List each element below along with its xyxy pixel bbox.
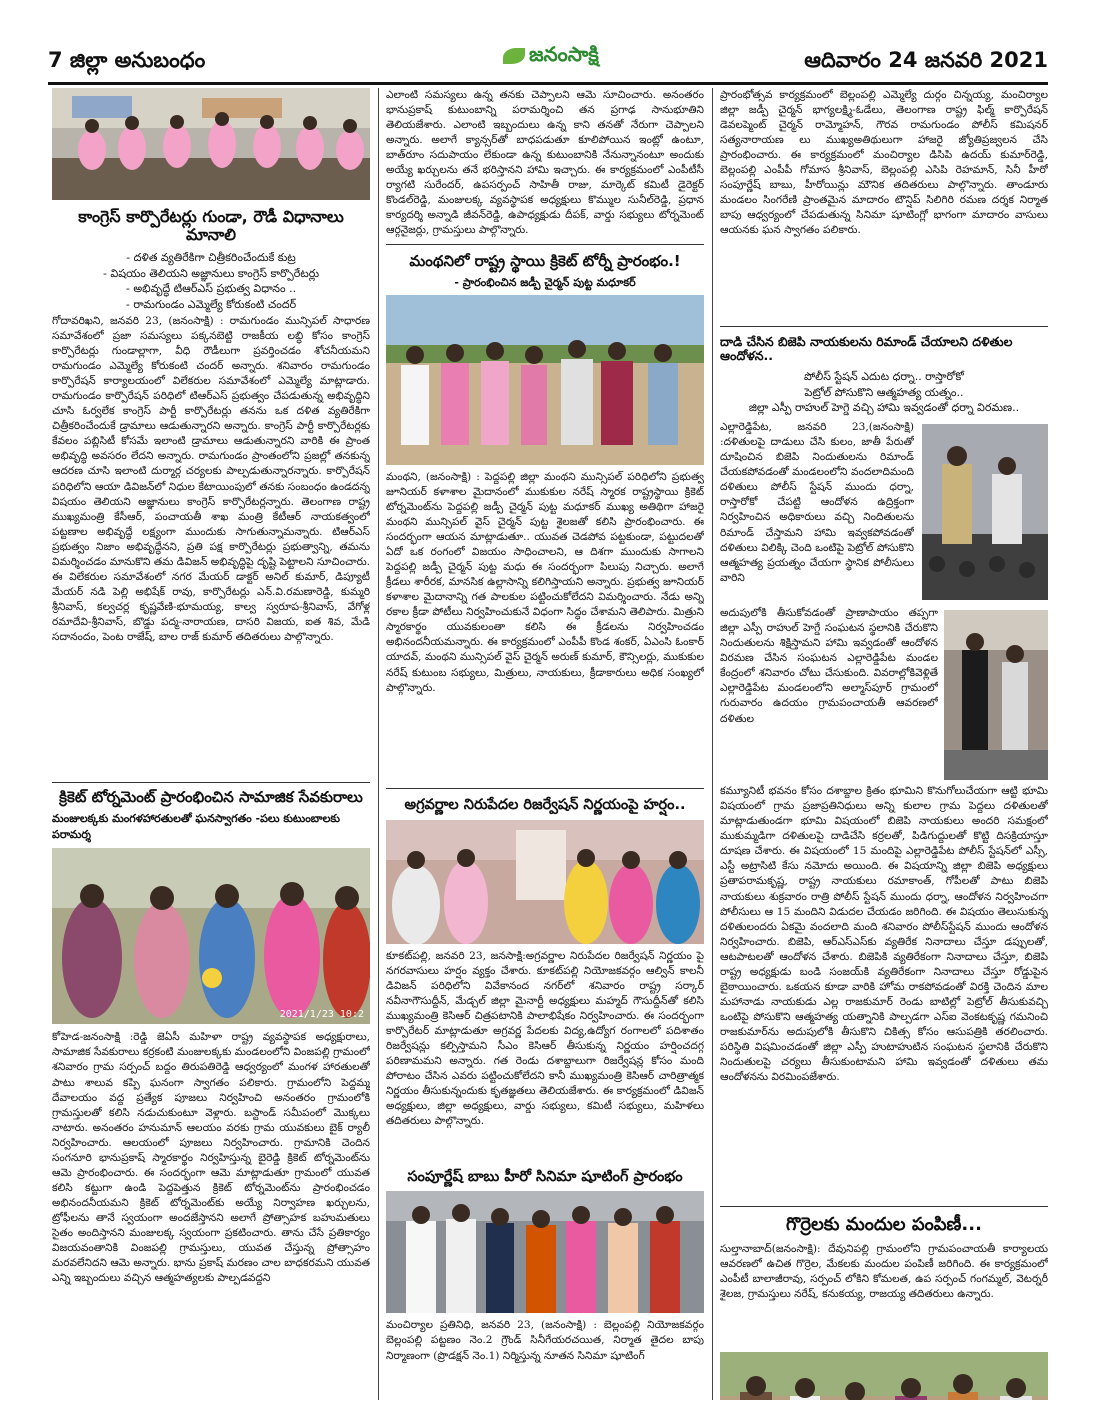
wrap-block-1 [720,420,1048,606]
article-body-sheep: సుల్తానాబాద్(జనంసాక్షి): దేవునిపల్లి గ్రామంలోని గ్రామపంచాయతీ కార్యాలయ ఆవరణలో ఉచిత గొర్రెల, మేకలకు మందుల పంపిణీ జరిగింది. ఈ కార్యక్రమంలో ఎంపీటీ బాలాజీరావు, సర్పంచ్ లోకిని కోమలత, ఉప సర్పంచ్ గంగమ్మల్, వెటర్నరీ శైలజ, గ్రామస్తులు నరేష్, కనుకయ్య, రాజయ్య తదితరులు ఉన్నారు. [720,1242,1048,1301]
subhead-dalit-3: జిల్లా ఎస్పీ రాహుల్ హెగ్డె వచ్చి హామి ఇవ్వడంతో ధర్నా విరమణ.. [748,401,1020,415]
wrap-block-2 [720,606,1048,784]
article-body-film: మంచిర్యాల ప్రతినిధి, జనవరి 23, (జనంసాక్షి) : బెల్లంపల్లి నియోజకవర్గం బెల్లంపల్లి పట్టణం నెం.2 గ్రౌండ్ సినీగేయరచయిత, నిర్మాత తైదల బాపు నిర్మాణంగా (ప్రొడక్షన్ నెం.1) నిర్మిస్తున్న నూతన సినిమా షూటింగ్ [386,1319,704,1362]
news-photo-police-protest [922,424,1048,600]
logo-text: జనంసాక్షి [529,42,599,66]
section-title: 7 జిల్లా అనుబంధం [48,48,206,72]
news-photo-palabhishekam [386,820,704,944]
article-body-dalit-b: అదుపులోకి తీసుకోవడంతో ప్రాణాపాయం తప్పగా జిల్లా ఎస్పీ రాహుల్ హెగ్డే సంఘటన స్థలానికి చేరుకొని నిందుతులను శిక్షిస్తామని హామి ఇవ్వడంతో ఆందోళన విరమణ చేసిన సంఘటన ఎల్లారెడ్డిపేట మండల కేంద్రంలో శనివారం చోటు చేసుకుంది. వివరాల్లోకివెళ్లితే ఎల్లారెడ్డిపేట మండలంలోని అల్మాస్‌పూర్ గ్రామంలో గురువారం ఉదయం గ్రామపంచాయతీ ఆవరణలో దళితుల [720,607,938,725]
divider [720,326,1048,327]
headline-cricket-tournament-social-worker: క్రికెట్ టోర్నమెంట్ ప్రారంభించిన సామాజిక సేవకురాలు [59,788,363,807]
divider [386,788,704,789]
article-body-dalit-c: కమ్యూనిటీ భవనం కోసం దశాబ్దాల క్రితం భూమిని కొనుగోలుచేయగా ఆట్టి భూమి విషయంలో గ్రామ ప్రజాప్రతినిధులు అన్ని కులాల గ్రామ పెద్దలు దళితులతో మాట్లాడుతుండగా భూమి విషయంలో బిజెపి నాయకులు అందరి సమక్షంలో ముకుమ్మడిగా దళితులపై దాడిచేసి కర్రలతో, పిడిగుద్దులతో కొట్టి దిసక్రియాస్తూ దూషణ చేశారు. ఈ విషయంలో 15 మందిపై ఎల్లారెడ్డిపేట పోలీస్ స్టేషన్‌లో ఎస్సీ, ఎస్టీ అట్రాసిటి కేసు నమోదు అయింది. ఈ విషయాన్ని జిల్లా బిజెపి అధ్యక్షులు ప్రతాపరామకృష్ణ, రాష్ట్ర నాయకులు రమాకాంత్, గోపీలతో పాటు బిజెపి నాయకులు శుక్రవారం రాత్రి పోలీస్ స్టేషన్ ముందు ధర్నా, ఆందోళన నిర్వహించగా పోలీసులు ఆ 15 మందిని విడుదల చేయడం జరిగింది. ఈ విషయం తెలుసుకున్న దళితులందరు ఏకమై వందలాది మంది శనివారం పోలీస్‌స్టేషన్ ముందు ఆందోళన నిర్వహించారు. బిజెపి, ఆర్‌ఎస్‌ఎస్‌కు వ్యతిరేక నినాదాలు చేస్తూ డప్పులతో, ఆటపాటలతో ఆందోళన చేశారు. బిజెపికి వ్యతిరేకంగా నినాదాలు చేస్తూ, బిజెపి రాష్ట్ర అధ్యక్షుడు బండి సంజయ్‌కి వ్యతిరేకంగా నినాదాలు చేస్తూ రోడ్డుపైన బైఠాయించారు. ఒకయన కూడా వారికి హోమ రాకపోవడంతో విరక్తి చెందిన మాల మహానాడు నాయకుడు ఎల్ల రాజకుమార్ రెండు బాటిల్లో పెట్రోల్ తీసుకువచ్చి ఒంటిపై పోసుకొని ఆత్మహత్య యత్నానికి పాల్పడగా ఎస్ఐ వెంకటకృష్ణ గమనించి రాజకుమార్‌ను అదుపులోకి తీసుకొని చికిత్స కోసం ఆసుపత్రికి తరలించారు. పరిస్థితి విషమించడంతో జిల్లా ఎస్పీ హుటాహుటిన సంఘటన స్థలానికి చేరుకొని నిందుతులపై చర్యలు తీసుకుంటామని హామి ఇవ్వడంతో దళితులు తమ ఆందోళనను విరమింపజేశారు. [720,785,1048,1083]
subhead-manthani: - ప్రారంభించిన జడ్పీ చైర్మన్ పుట్ట మధూకర్ [454,276,636,290]
leaf-logo-icon [503,48,525,64]
news-photo-sheep-medicine [720,1352,1048,1400]
divider [386,244,704,245]
headline-sheep-medicine: గొర్రెలకు మందుల పంపిణీ... [786,1214,982,1236]
masthead [48,40,1048,85]
column-rule [378,88,379,1400]
column-3 [720,88,1048,1400]
photo-timestamp: 2021/1/23 10:2 [279,1009,364,1021]
headline-congress-corporators: కాంగ్రెస్ కార్పొరేటర్లు గుండా, రౌడీ విధానాలు మానాలి [78,207,344,245]
article-body-reservation: కూకట్‌పల్లి, జనవరి 23, జనసాక్షి:అగ్రవర్ణాల నిరుపేదల రిజర్వేషన్ నిర్ణయం పై నగరవాసులు హర్షం వ్యక్తం చేశారు. కూకట్‌పల్లి నియోజకవర్గం ఆల్విన్ కాలనీ డివిజన్ పరిధిలోని వివేకానంద నగర్‌లో శనివారం రాష్ట్ర సర్కార్ నవీనాగౌసుద్దీన్, మేడ్చల్ జిల్లా మైనార్టీ అధ్యక్షులు మహ్మద్ గౌసుద్దీన్‌తో కలిసి ముఖ్యమంత్రి కెసిఆర్ చిత్రపటానికి పాలాభిషేకం నిర్వహించారు. ఈ సందర్భంగా కార్పొరేటర్ మాట్లాడుతూ అగ్రవర్ణ పేదలకు విద్య,ఉద్యోగ రంగాలలో పదిశాతం రిజర్వేషన్లు కల్పిస్తామని సీఎం కెసిఆర్ తీసుకున్న నిర్ణయం హర్షించదగ్గ పరిణామమని అన్నారు. గత రెండు దశాబ్దాలుగా రిజర్వేషన్ల కోసం మంది పోరాటం చేసిన ఎవరు పట్టించుకోలేదని కానీ ముఖ్యమంత్రి కెసిఆర్ చారిత్రాత్మక నిర్ణయం తీసుకున్నందుకు కృతజ్ఞతలు తెలియజేశారు. ఈ కార్యక్రమంలో డివిజన్ అధ్యక్షులు, జిల్లా అధ్యక్షులు, వార్డు సభ్యులు, కమిటీ సభ్యులు, మహిళలు తదితరులు పాల్గొన్నారు. [386,949,704,1128]
news-photo-welcome [52,848,370,1024]
subhead-4: - రామగుండం ఎమ్మెల్యే కోరుకంటి చందర్ [125,298,297,312]
divider [52,782,370,783]
article-body-film-continued: ప్రారంభోత్సవ కార్యక్రమంలో బెల్లంపల్లి ఎమ్మెల్యే దుర్గం చిన్నయ్య, మంచిర్యాల జిల్లా జడ్పీ చైర్మన్ భాగ్యలక్ష్మి-ఓడేలు, తెలంగాణ రాష్ట్ర ఫిల్మ్ కార్పొరేషన్ డెవలప్మెంట్ చైర్మన్ రామ్మోహన్, గౌరవ రామగుండం పోలీస్ కమిషనర్ సత్యనారాయణ లు ముఖ్యఅతిథులుగా హాజరై జ్యోతిప్రజ్వలన చేసి ప్రారంభించారు. ఈ కార్యక్రమంలో మంచిర్యాల డిసిపి ఉదయ్ కుమార్‌రెడ్డి, బెల్లంపల్లి ఎంపీపీ గోమాస శ్రీనివాస్, బెల్లంపల్లి ఎసిపి రెహమాన్, సినీ హీరో సంపూర్ణేష్ బాబు, హీరోయిన్లు మౌనిక తదితరులు పాల్గొన్నారు. తాండూరు మండలం సింగరేణి ప్రాంతమైన మాదారం టౌన్షిప్ సిలిగిరి రమణ దర్శక నిర్మాత బాపు ఆధ్వర్యంలో చేపడుతున్న సినిమా షూటింగ్లో భాగంగా మాదారం వాసులు ఆయనకు ఘన స్వాగతం పలికారు. [720,89,1048,237]
headline-manthani-cricket: మంథనిలో రాష్ట్ర స్థాయి క్రికెట్ టోర్నీ ప్రారంభం.! [409,252,681,270]
article-body-manthani: మంథని, (జనంసాక్షి) : పెద్దపల్లి జిల్లా మంథని మున్సిపల్ పరిధిలోని ప్రభుత్వ జూనియర్ కళాశాల మైదానంలో ముకుకుల నరేష్ స్మారక రాష్ట్రస్థాయి క్రికెట్ టోర్నమెంట్‌ను పెద్దపల్లి జడ్పీ చైర్మన్ పుట్ట మధూకర్ ముఖ్య అతిథిగా హాజరై మంథని మున్సిపల్ వైస్ చైర్మన్ పుట్ట శైలజతో కలిసి ప్రారంభించారు. ఈ సందర్భంగా ఆయన మాట్లాడుతూ.. యువత చెడపోవ పట్టకుండా, పట్టుదలతో ఏదో ఒక రంగంలో విజయం సాధించాలని, ఆ దిశగా ముందుకు సాగాలని పెద్దపల్లి జడ్పీ చైర్మన్ పుట్ట మధు ఈ సందర్భంగా పిలుపు నిచ్చారు. అలాగే క్రీడలు శారీరక, మానసిక ఉల్లాసాన్ని కలిగిస్తాయని అన్నారు. ప్రభుత్వ జూనియర్ కళాశాల మైదానాన్ని గత పాలకుల పట్టించుకోలేదని విమర్శించారు. నేడు అన్ని రకాల క్రీడా పోటీలు నిర్వహించుకునే విధంగా సిద్ధం చేశామని తెలిపారు. మిత్రుని స్మారకార్థం యువకులంతా కలిసి ఈ క్రీడలను నిర్వహించడం అభినందనీయమన్నారు. ఈ కార్యక్రమంలో ఎంపీపీ కొండ శంకర్, ఏఎంసి ఓంకార్ యాదవ్, మంథని మున్సిపల్ వైస్ చైర్మన్ అరుణ్ కుమార్, కౌన్సిలర్లు, ముకుకుల నరేష్ కుటుంబ సభ్యులు, మిత్రులు, నాయకులు, క్రీడాకారులు అధిక సంఖ్యలో పాల్గొన్నారు. [386,471,704,694]
news-photo-petrol-attempt [944,610,1048,780]
headline-film-shooting: సంపూర్ణేష్ బాబు హీరో సినిమా షూటింగ్ ప్రారంభం [407,1168,683,1185]
news-photo-cricket-opening [386,295,704,465]
headline-dalit-protest: దాడి చేసిన బిజెపి నాయకులను రిమాండ్ చేయాలని దళితుల ఆందోళన.. [720,334,1013,364]
article-body-continued: ఎలాంటి సమస్యలు ఉన్న తనకు చెప్పాలని ఆమె సూచించారు. అనంతరం భానుప్రకాష్ కుటుంబాన్ని పరామర్శించి తన ప్రగాఢ సానుభూతిని తెలియజేశారు. ఎలాంటి ఇబ్బందులు ఉన్న కాని తనతో నేరుగా చెప్పాలని అన్నారు. అలాగే క్యాన్సర్‌తో బాధపడుతూ కూలిపోయిన ఇంట్లో ఉంటూ, బాత్‌రూం సదుపాయం లేకుండా ఉన్న కుటుంబానికి నేనున్నానంటూ అందుకు అయ్యే ఖర్చులను తనే భరిస్తానని హామి ఇచ్చారు. ఈ కార్యక్రమంలో ఎంపీటీసీ ర్యాగటి సురేందర్, ఉపసర్పంచ్ సాహితీ రాజు, మార్కెట్ కమిటీ డైరెక్టర్ కొండల్‌రెడ్డి, మంజులక్క వ్యవస్థాపక అధ్యక్షులు కొమ్ముల సునీల్‌రెడ్డి, ప్రధాన కార్యదర్శి అన్నాడి జీవన్‌రెడ్డి, ఉపాధ్యక్షుడు దీపక్, వార్డు సభ్యులు టోర్నమెంట్ ఆర్గనైజర్లు, గ్రామస్తులు పాల్గొన్నారు. [386,89,704,237]
article-body-social-worker: కోహెడ-జనంసాక్షి :రెడ్డి జెఏసీ మహిళా రాష్ట్ర వ్యవస్థాపక అధ్యక్షురాలు, సామాజిక సేవకురాలు కర్రకంటి మంజులక్కకు మండలంలోని వింజపల్లి గ్రామంలో శనివారం గ్రామ సర్పంచ్ బద్దం తిరుపతిరెడ్డి ఆధ్వర్యంలో మంగళ హారతులతో పాటు శాలువ కప్పి ఘనంగా స్వాగతం పలికారు. గ్రామంలోని పెద్దమ్మ దేవాలయం వద్ద ప్రత్యేక పూజలు నిర్వహించి అనంతరం గ్రామంలోకి గ్రామస్తులతో కలిసి నడుచుకుంటూ వెళ్లారు. బస్టాండ్ సమీపంలో మొక్కలు నాటారు. అనంతరం హనుమాన్ ఆలయం వరకు గ్రామ యువకులు బైక్ ర్యాలీ నిర్వహించారు. ఆలయంలో పూజలు నిర్వహించారు. గ్రామానికి చెందిన సంగనూరి భానుప్రకాష్ స్మారకార్థం నిర్వహిస్తున్న బైరెడ్డి క్రికెట్ టోర్నమెంట్‌ను ఆమె ప్రారంభించారు. ఈ సందర్భంగా ఆమె మాట్లాడుతూ గ్రామంలో యువత కలిసి కట్టుగా ఉండి పెద్దపెత్తున క్రికెట్ టోర్నమెంట్‌ను ప్రారంభించడం అభినందనీయమని క్రికెట్ టోర్నమెంట్‌కు అయ్యే నిర్వాహణ ఖర్చులను, ట్రోఫీలను తానే స్వయంగా అందజేస్తానని అలాగే ప్రోత్సాహక బహుమతులు సైతం అందిస్తానని మంజులక్క స్వయంగా ప్రకటించారు. తాను చేసే ప్రతికార్యం విజయవంతానికి వింజపల్లి గ్రామస్తులు, యువత చేస్తున్న ప్రోత్సాహం మరవలేనిదని ఆమె అన్నారు. భాను ప్రకాష్ మరణం చాల బాధకరమని యువత ఎన్ని ఇబ్బందులు వచ్చిన ఆత్మహత్యలకు పాల్పడవద్దని [52,1031,370,1284]
column-rule [712,88,713,1400]
subhead-2: - విషయం తెలియని అజ్ఞానులు కాంగ్రెస్ కార్పొరేటర్లు [102,266,320,280]
newspaper-logo [503,42,653,74]
strap-line: మంజులక్కకు మంగళహారతులతో ఘనస్వాగతం -పలు కుటుంబాలకు పరామర్శ [52,812,340,842]
subhead-1: - దళిత వ్యతిరేకిగా చిత్రీకరించేందుకే కుట్ర [126,250,296,264]
subhead-3: - అభివృద్ధే టిఆర్‌ఎస్ ప్రభుత్వ విధానం .. [125,282,297,296]
subhead-dalit-2: పెట్రోల్ పోసుకొని ఆత్మహత్య యత్నం.. [804,385,964,399]
news-photo-film-launch [386,1191,704,1313]
divider [720,1206,1048,1207]
column-1 [52,88,370,1400]
news-photo-press-meet [52,88,370,200]
headline-reservation-joy: అగ్రవర్ణాల నిరుపేదల రిజర్వేషన్ నిర్ణయంపై హర్షం.. [404,797,686,814]
issue-date: ఆదివారం 24 జనవరి 2021 [804,48,1048,72]
article-body-dalit-a: ఎల్లారెడ్డిపేట, జనవరి 23,(జనంసాక్షి) :దళితులపై దాడులు చేసి కులం, జాతీ పేరుతో దూషించిన బిజెపి నిందుతులను రిమాండ్ చేయకపోవడంతో మండలంలోని వందలాదిమంది దళితులు పోలీస్ స్టేషన్ ముందు ధర్నా, రాస్తారోకో చేపట్టి ఆందోళన ఉద్రిక్తంగా నిర్వహించిన అధికారులు వచ్చి నిందితులను రిమాండ్ చేస్తామని హామి ఇవ్వకపోవడంతో దళితులు విలిక్కి చెంది ఒంటిపై పెట్రోల్ పోసుకొని ఆత్మహత్య ప్రయత్నం చేయగా స్థానిక పోలీసులు వారిని [720,421,914,584]
subhead-dalit-1: పోలీస్ స్టేషన్ ఎదుట ధర్నా.. రాస్తారోకో [803,369,965,383]
column-2 [386,88,704,1400]
article-body-congress: గోదావరిఖని, జనవరి 23, (జనంసాక్షి) : రామగుండం మున్సిపల్ సాధారణ సమావేశంలో ప్రజా సమస్యలు పక్కనబెట్టి రాజకీయ లబ్ధి కోసం కాంగ్రెస్ కార్పొరేటర్లు గుండాల్లాగా, వీధి రౌడీలుగా ప్రవర్తించడం శోచనీయమని రామగుండం ఎమ్మెల్యే కోరుకంటి చందర్ అన్నారు. శనివారం రామగుండం కార్పొరేషన్ కార్యాలయంలో విలేకరుల సమావేశంలో ఎమ్మెల్యే మాట్లాడారు. రామగుండం కార్పొరేషన్ పరిధిలో టిఆర్‌ఎస్ ప్రభుత్వం చేపడుతున్న అభివృద్ధిని చూసి ఓర్వలేక కాంగ్రెస్ పార్టీ కార్పొరేటర్లు తనను ఒక దళిత వ్యతిరేకిగా చిత్రీకరించేందుకే డ్రామాలు ఆడుతున్నారని అన్నారు. కాంగ్రెస్ పార్టీ కార్పొరేటర్లకు కేవలం పబ్లిసిటీ కోసమే ఇలాంటి డ్రామాలు ఆడుతున్నారని వారికి ఈ ప్రాంత అభివృద్ధి అవసరం లేదని అన్నారు. రామగుండం ప్రాంతంలోని ప్రజల్లో తనకున్న ఆదరణ చూసి ఇలాంటి దుర్మార్గ చర్యలకు పాల్పడుతున్నారన్నారు. కార్పొరేషన్ పరిధిలోని ఆయా డివిజన్‌లో నిధుల కేటాయింపులో తనకు సంబంధం ఉండదన్న విషయం తెలియని అజ్ఞానులు కాంగ్రెస్ కార్పొరేటర్లన్నారు. తెలంగాణ రాష్ట్ర ముఖ్యమంత్రి కేసీఆర్, పంచాయతీ శాఖ మంత్రి కేటీఆర్ నాయకత్వంలో పట్టణాల అభివృద్ధే లక్ష్యంగా ముందుకు సాగుతున్నామన్నారు. టిఆర్‌ఎస్ ప్రభుత్వం నిజాం అభివృద్ధేనని, ప్రతి పక్ష కార్పొరేటర్లు ప్రభుత్వాన్ని, తమను విమర్శించడం మానుకొని తమ డివిజన్ అభివృద్ధిపై దృష్టి పెట్టాలని సూచించారు. ఈ విలేకరుల సమావేశంలో నగర మేయర్ డాక్టర్ అనిల్ కుమార్, డిప్యూటీ మేయర్ నడి పెల్లి అభిషేక్ రావు, కార్పొరేటర్లు ఎన్.వి.రమణారెడ్డి, కుమ్మరి శ్రీనివాస్, కల్వచర్ల కృష్ణవేణి-భూమయ్య, కాల్వ స్వరూప-శ్రీనివాస్, వేగోళ్ల రమాదేవి-శ్రీనివాస్, బొడ్డు పద్మ-నారాయణ, దాసరి విజయ, ఐత శివ, మేడి సదానందం, పెంట రాజేష్, బాల రాజ్ కుమార్ తదితరులు పాల్గొన్నారు. [52,315,370,643]
